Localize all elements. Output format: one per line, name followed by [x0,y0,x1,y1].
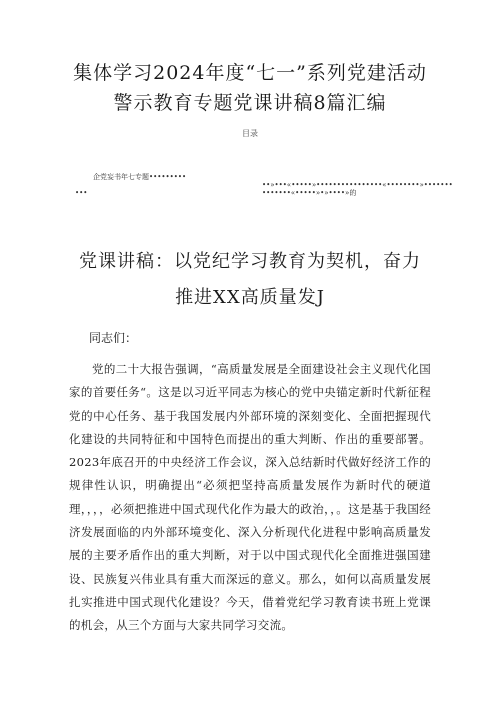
section-title-line-1: 党课讲稿：以党纪学习教育为契机，奋力 [79,251,421,272]
toc-heading: 目录 [242,129,258,138]
toc-entry-leader-tail: •••••••«•••••»•»••••»的 [262,189,357,197]
body-paragraph: 党的二十大报告强调，“高质量发展是全面建设社会主义现代化国家的首要任务“。这是以习近平同志为核心的党中央锚定新时代新征程党的中心任务、基于我国发展内外部环境的深刻变化、全面把握现代化建设的共同特征和中国特色而提出的重大判断、作出的重要部署。2023年底召开的中央经济工作会议，深入总结新时代做好经济工作的规律性认识，明确提出“必须把坚持高质量发展作为新时代的硬道理，，，，必须把推进中国式现代化作为最大的政治，，。这是基于我国经济发展面临的内外部环境变化、深入分析现代化进程中影响高质量发展的主要矛盾作出的重大判断，对于以中国式现代化全面推进强国建设、民族复兴伟业具有重大而深远的意义。那么，如何以高质量发展扎实推进中国式现代化建设？今天，借着党纪学习教育读书班上党课的机会，从三个方面与大家共同学习交流。 [69,362,431,633]
toc-entry-leader-end: ••• [75,189,88,197]
section-title-line-2: 推进XX高质量发J [175,287,325,308]
toc-entry[interactable]: 企党妄书年七专题••••••••• [93,173,187,181]
document-title-line-1: 集体学习2024年度“七一”系列党建活动 [73,62,427,84]
toc-entry-leader: ••»•••«•••••»••••••••••••••••«••••••••»••••••• [262,181,453,189]
salutation: 同志们： [89,331,138,345]
document-title-line-2: 警示教育专题党课讲稿8篇汇编 [113,92,387,114]
